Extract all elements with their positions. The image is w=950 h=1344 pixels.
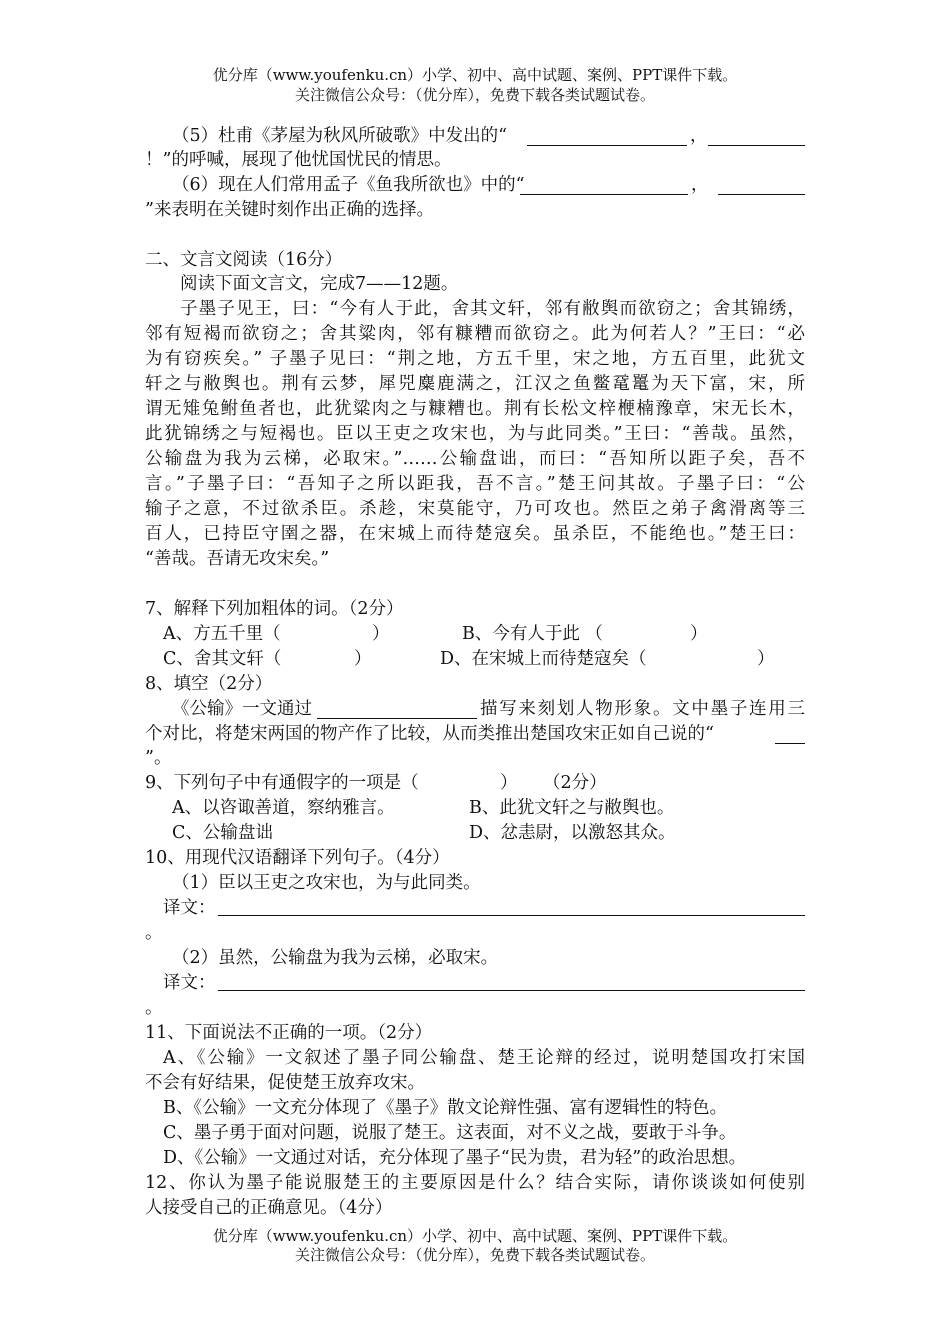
q9-stem-close: ） [500,773,518,793]
passage-line: 邻有短褐而欲窃之；舍其粱肉，邻有糠糟而欲窃之。此为何若人？”王曰：“必 [145,324,805,344]
header-line-1: 优分库（www.youfenku.cn）小学、初中、高中试题、案例、PPT课件下载。 [212,66,738,84]
footer-line-1: 优分库（www.youfenku.cn）小学、初中、高中试题、案例、PPT课件下载。 [212,1227,738,1245]
passage-line: 公输盘为我为云梯，必取宋。”……公输盘诎，而曰：“吾知所以距子矣，吾不 [145,449,805,469]
q7-option-d: D、在宋城上而待楚寇矣（ [440,649,647,669]
q6-comma: ， [691,175,709,195]
q10-stem: 10、用现代汉语翻译下列句子。（4分） [145,848,450,868]
q7-option-d-close: ） [757,649,775,669]
passage-line: 轩之与敝舆也。荆有云梦，犀兕麋鹿满之，江汉之鱼鳖鼋鼍为天下富，宋，所 [145,374,805,394]
q8-stem: 8、填空（2分） [145,674,273,694]
q5-comma: ， [690,126,708,146]
q10-translation-label-1: 译文： [163,898,216,918]
q12-line1: 12、你认为墨子能说服楚王的主要原因是什么？结合实际，请你谈谈如何使别 [145,1173,805,1193]
passage-line: 言。”子墨子曰：“吾知子之所以距我，吾不言。”楚王问其故。子墨子曰：“公 [145,474,805,494]
passage-line: 子墨子见王，曰：“今有人于此，舍其文轩，邻有敝舆而欲窃之；舍其锦绣， [180,299,805,319]
q9-option-c: C、公输盘诎 [172,823,273,843]
q10-answer-line-2[interactable] [218,990,805,991]
q7-option-a-close: ） [372,624,390,644]
passage-line: 百人，已持臣守圉之器，在宋城上而待楚寇矣。虽杀臣，不能绝也。”楚王曰： [145,524,805,544]
section-intro: 阅读下面文言文，完成7——12题。 [180,274,459,294]
q10-end-2: 。 [145,998,163,1018]
q6-text-a: （6）现在人们常用孟子《鱼我所欲也》中的“ [172,175,525,195]
q11-stem: 11、下面说法不正确的一项。（2分） [145,1023,433,1043]
q8-line3: ”。 [145,748,172,768]
q11-option-a-line1: A、《公输》一文叙述了墨子同公输盘、楚王论辩的经过，说明楚国攻打宋国 [163,1048,805,1068]
q9-option-b: B、此犹文轩之与敝舆也。 [469,798,675,818]
q10-sentence-2: （2）虽然，公输盘为我为云梯，必取宋。 [172,948,499,968]
q7-option-c-close: ） [354,649,372,669]
q9-option-d: D、忿恚尉，以激怒其众。 [469,823,676,843]
q6-blank-2[interactable] [718,194,805,195]
q11-option-b: B、《公输》一文充分体现了《墨子》散文论辩性强、富有逻辑性的特色。 [163,1098,728,1118]
q12-line2: 人接受自己的正确意见。（4分） [145,1198,393,1218]
q7-option-c: C、舍其文轩（ [163,649,282,669]
q8-blank-1[interactable] [317,718,477,719]
header-line-2: 关注微信公众号：（优分库），免费下载各类试题试卷。 [294,86,655,104]
q6-text-b: ”来表明在关键时刻作出正确的选择。 [145,200,434,220]
q9-option-a: A、以咨诹善道，察纳雅言。 [172,798,395,818]
q10-translation-label-2: 译文： [163,973,216,993]
q10-end-1: 。 [145,923,163,943]
passage-line: 谓无雉兔鲋鱼者也，此犹粱肉之与糠糟也。荆有长松文梓楩楠豫章，宋无长木， [145,399,805,419]
q5-blank-1[interactable] [527,145,687,146]
q8-line1-b: 描写来刻划人物形象。文中墨子连用三 [480,699,805,719]
q9-stem: 9、下列句子中有通假字的一项是（ [145,773,419,793]
q8-line2: 个对比，将楚宋两国的物产作了比较，从而类推出楚国攻宋正如自己说的“ [145,724,714,744]
q8-line1-a: 《公输》一文通过 [172,699,312,719]
q9-score: （2分） [543,773,607,793]
footer-line-2: 关注微信公众号：（优分库），免费下载各类试题试卷。 [294,1246,655,1264]
q7-stem: 7、解释下列加粗体的词。（2分） [145,599,404,619]
q5-text-a: （5）杜甫《茅屋为秋风所破歌》中发出的“ [172,126,508,146]
q10-sentence-1: （1）臣以王吏之攻宋也，为与此同类。 [172,873,481,893]
q8-blank-2[interactable] [775,743,805,744]
q7-option-a: A、方五千里（ [163,624,281,644]
passage-line: 此犹锦绣之与短褐也。臣以王吏之攻宋也，为与此同类。”王曰：“善哉。虽然， [145,424,805,444]
passage-line: 为有窃疾矣。” 子墨子见曰：“荆之地，方五千里，宋之地，方五百里，此犹文 [145,349,805,369]
q10-answer-line-1[interactable] [218,915,805,916]
q11-option-a-line2: 不会有好结果，促使楚王放弃攻宋。 [145,1073,425,1093]
q5-text-b: ！”的呼喊，展现了他忧国忧民的情思。 [145,150,452,170]
q7-option-b: B、今有人于此 （ [462,624,603,644]
q5-blank-2[interactable] [708,145,805,146]
q11-option-c: C、墨子勇于面对问题，说服了楚王。这表面，对不义之战，要敢于斗争。 [163,1123,737,1143]
section-title: 二、文言文阅读（16分） [145,250,343,270]
q7-option-b-close: ） [690,624,708,644]
passage-line: “善哉。吾请无攻宋矣。” [145,549,330,569]
q6-blank-1[interactable] [520,194,688,195]
passage-line: 输子之意，不过欲杀臣。杀趁，宋莫能守，乃可攻也。然臣之弟子禽滑离等三 [145,499,805,519]
q11-option-d: D、《公输》一文通过对话，充分体现了墨子“民为贵，君为轻”的政治思想。 [163,1148,747,1168]
